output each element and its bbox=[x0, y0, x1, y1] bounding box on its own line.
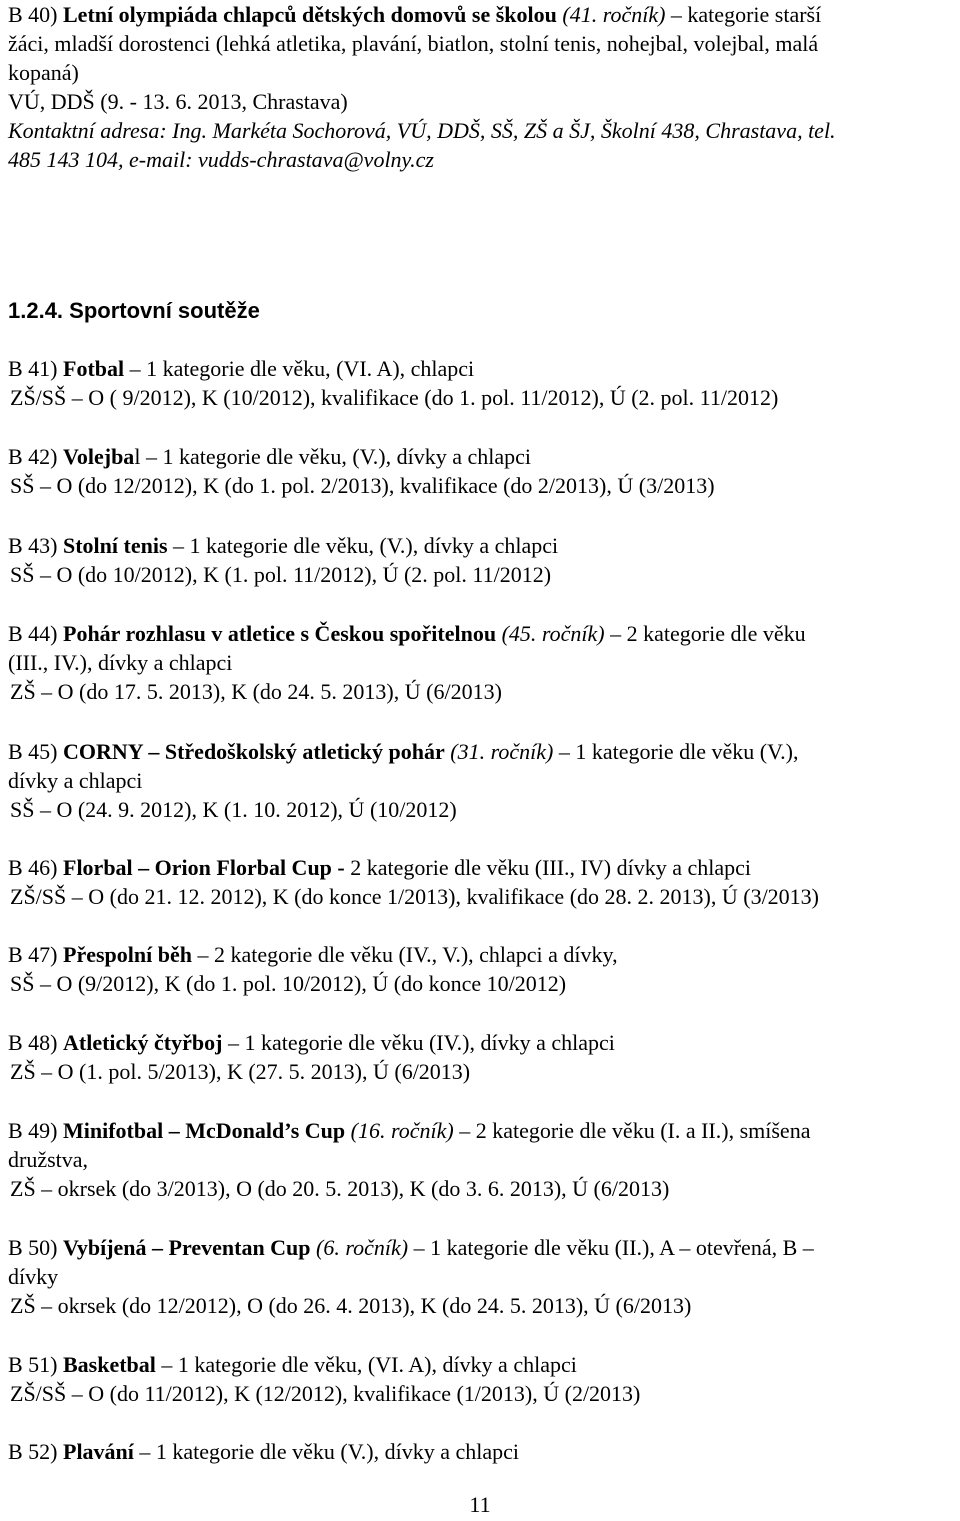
event-b52 bbox=[8, 1437, 950, 1466]
contact-address: Kontaktní adresa: Ing. Markéta Sochorová, VÚ, DDŠ, SŠ, ZŠ a ŠJ, Školní 438, Chrastava, tel. bbox=[8, 118, 836, 143]
event-title: Letní olympiáda chlapců dětských domovů se školou bbox=[63, 2, 557, 27]
page-number: 11 bbox=[469, 1492, 491, 1517]
event-description-cont: (III., IV.), dívky a chlapci bbox=[8, 650, 233, 675]
event-schedule: ZŠ – okrsek (do 12/2012), O (do 26. 4. 2013), K (do 24. 5. 2013), Ú (6/2013) bbox=[10, 1293, 692, 1318]
event-b45 bbox=[8, 737, 950, 824]
event-schedule: ZŠ/SŠ – O ( 9/2012), K (10/2012), kvalifikace (do 1. pol. 11/2012), Ú (2. pol. 11/2012) bbox=[10, 385, 779, 410]
event-schedule: ZŠ/SŠ – O (do 21. 12. 2012), K (do konce 1/2013), kvalifikace (do 28. 2. 2013), Ú (3/2013) bbox=[10, 884, 820, 909]
event-schedule: ZŠ/SŠ – O (do 11/2012), K (12/2012), kvalifikace (1/2013), Ú (2/2013) bbox=[10, 1381, 641, 1406]
event-title: Plavání bbox=[63, 1439, 134, 1464]
event-title: CORNY – Středoškolský atletický pohár bbox=[63, 739, 445, 764]
event-venue: VÚ, DDŠ (9. - 13. 6. 2013, Chrastava) bbox=[8, 89, 348, 114]
event-schedule: SŠ – O (do 12/2012), K (do 1. pol. 2/2013), kvalifikace (do 2/2013), Ú (3/2013) bbox=[10, 473, 715, 498]
b40-title-line bbox=[8, 0, 950, 29]
event-schedule: SŠ – O (do 10/2012), K (1. pol. 11/2012), Ú (2. pol. 11/2012) bbox=[10, 562, 552, 587]
event-description: 2 kategorie dle věku (III., IV) dívky a chlapci bbox=[344, 855, 751, 880]
event-code: B 48) bbox=[8, 1030, 58, 1055]
event-b51 bbox=[8, 1350, 950, 1408]
event-title: Volejba bbox=[63, 444, 135, 469]
event-description: – 2 kategorie dle věku bbox=[604, 621, 806, 646]
event-description: – 1 kategorie dle věku, (V.), dívky a chlapci bbox=[167, 533, 559, 558]
event-title: Stolní tenis bbox=[63, 533, 168, 558]
event-description-cont: dívky bbox=[8, 1264, 59, 1289]
contact-address-cont: 485 143 104, e-mail: vudds-chrastava@volny.cz bbox=[8, 147, 434, 172]
event-edition: (45. ročník) bbox=[501, 621, 605, 646]
event-schedule: SŠ – O (9/2012), K (do 1. pol. 10/2012), Ú (do konce 10/2012) bbox=[10, 971, 567, 996]
event-b48 bbox=[8, 1028, 950, 1086]
event-description-cont: kopaná) bbox=[8, 60, 79, 85]
event-schedule: ZŠ – O (1. pol. 5/2013), K (27. 5. 2013), Ú (6/2013) bbox=[10, 1059, 471, 1084]
event-title: Fotbal bbox=[63, 356, 125, 381]
event-b50 bbox=[8, 1233, 950, 1320]
event-code: B 45) bbox=[8, 739, 58, 764]
event-description: – 1 kategorie dle věku (V.), bbox=[553, 739, 799, 764]
event-b49 bbox=[8, 1116, 950, 1203]
section-heading: 1.2.4. Sportovní soutěže bbox=[8, 298, 260, 323]
event-schedule: ZŠ – O (do 17. 5. 2013), K (do 24. 5. 2013), Ú (6/2013) bbox=[10, 679, 502, 704]
event-description: – 1 kategorie dle věku, (VI. A), dívky a chlapci bbox=[155, 1352, 577, 1377]
event-edition: (41. ročník) bbox=[562, 2, 666, 27]
event-title: Florbal – Orion Florbal Cup - bbox=[63, 855, 345, 880]
event-edition: (31. ročník) bbox=[450, 739, 554, 764]
event-b44 bbox=[8, 619, 950, 706]
event-description: – kategorie starší bbox=[665, 2, 822, 27]
event-title: Vybíjená – Preventan Cup bbox=[63, 1235, 311, 1260]
event-b43 bbox=[8, 531, 950, 589]
event-edition: (16. ročník) bbox=[350, 1118, 454, 1143]
event-b46 bbox=[8, 853, 950, 911]
event-b42: B 42) Volejbal – 1 kategorie dle věku, (V.), dívky a chlapci SŠ – O (do 12/2012), K (do 1. pol. 2/2013), kvalifikace (do 2/2013), Ú (3/2013) bbox=[8, 442, 950, 500]
event-title: Minifotbal – McDonald’s Cup bbox=[63, 1118, 346, 1143]
event-code: B 43) bbox=[8, 533, 58, 558]
event-code: B 40) bbox=[8, 2, 58, 27]
event-title: Pohár rozhlasu v atletice s Českou spořitelnou bbox=[63, 621, 497, 646]
event-description: – 2 kategorie dle věku (I. a II.), smíšena bbox=[453, 1118, 811, 1143]
event-description: – 1 kategorie dle věku (V.), dívky a chlapci bbox=[133, 1439, 519, 1464]
event-description-cont: žáci, mladší dorostenci (lehká atletika, plavání, biatlon, stolní tenis, nohejbal, volejbal, malá bbox=[8, 31, 819, 56]
event-description: – 1 kategorie dle věku, (VI. A), chlapci bbox=[124, 356, 475, 381]
event-schedule: SŠ – O (24. 9. 2012), K (1. 10. 2012), Ú (10/2012) bbox=[10, 797, 457, 822]
event-code: B 52) bbox=[8, 1439, 58, 1464]
event-code: B 49) bbox=[8, 1118, 58, 1143]
event-code: B 41) bbox=[8, 356, 58, 381]
event-edition: (6. ročník) bbox=[316, 1235, 409, 1260]
event-description: – 1 kategorie dle věku, (V.), dívky a chlapci bbox=[140, 444, 532, 469]
event-title: Atletický čtyřboj bbox=[63, 1030, 223, 1055]
event-code: B 51) bbox=[8, 1352, 58, 1377]
event-b41 bbox=[8, 354, 950, 412]
event-description: – 1 kategorie dle věku (IV.), dívky a chlapci bbox=[222, 1030, 615, 1055]
event-code: B 47) bbox=[8, 942, 58, 967]
event-code: B 50) bbox=[8, 1235, 58, 1260]
event-b47 bbox=[8, 940, 950, 998]
event-description-cont: dívky a chlapci bbox=[8, 768, 143, 793]
event-description-cont: družstva, bbox=[8, 1147, 89, 1172]
event-code: B 42) bbox=[8, 444, 58, 469]
event-title: Basketbal bbox=[63, 1352, 156, 1377]
event-description: – 2 kategorie dle věku (IV., V.), chlapci a dívky, bbox=[191, 942, 618, 967]
event-b40 bbox=[8, 0, 950, 174]
event-description: – 1 kategorie dle věku (II.), A – otevřená, B – bbox=[408, 1235, 814, 1260]
event-title: Přespolní běh bbox=[63, 942, 192, 967]
event-code: B 46) bbox=[8, 855, 58, 880]
event-schedule: ZŠ – okrsek (do 3/2013), O (do 20. 5. 2013), K (do 3. 6. 2013), Ú (6/2013) bbox=[10, 1176, 670, 1201]
event-code: B 44) bbox=[8, 621, 58, 646]
